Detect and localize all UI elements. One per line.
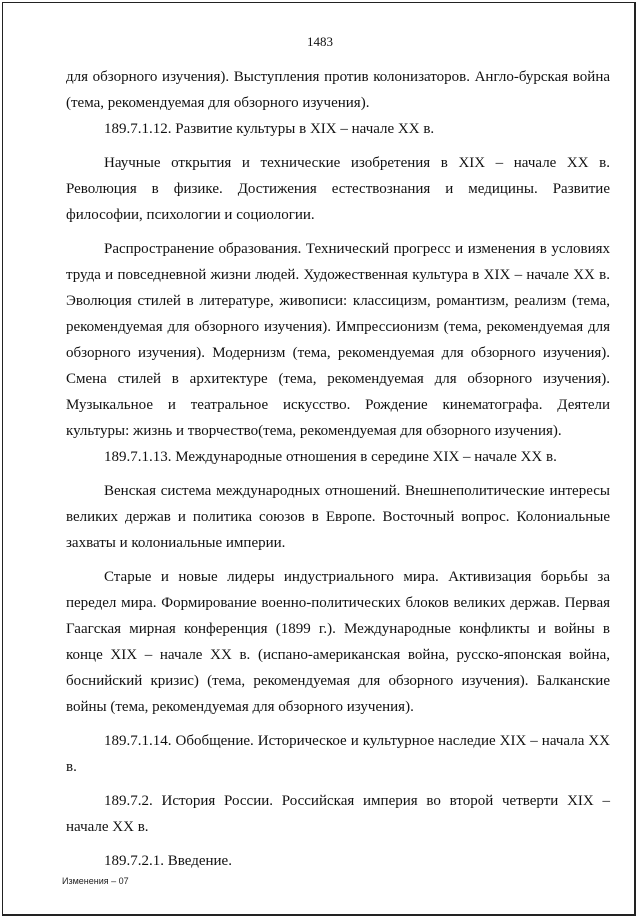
section-heading-1-13: 189.7.1.13. Международные отношения в середине XIX – начале XX в.	[104, 449, 557, 465]
footer-revision: Изменения – 07	[62, 876, 129, 886]
section-heading-7-2-1: 189.7.2.1. Введение.	[104, 853, 232, 869]
paragraph-education-culture: Распространение образования. Технический прогресс и изменения в условиях труда и повседневной жизни людей. Художественная культура в XIX – начале XX в. Эволюция стилей в литературе, живописи: классицизм, романтизм, реализм (тема, рекомендуемая для обзорного изучения). Импрессионизм (тема, рекомендуемая для обзорного изучения). Модернизм (тема, рекомендуемая для обзорного изучения). Смена стилей в архитектуре (тема, рекомендуемая для обзорного изучения). Музыкальное и театральное искусство. Рождение кинематографа. Деятели культуры: жизнь и творчество(тема, рекомендуемая для обзорного изучения).	[66, 241, 610, 439]
document-body	[66, 64, 610, 874]
paragraph-industrial-leaders: Старые и новые лидеры индустриального мира. Активизация борьбы за передел мира. Формирование военно-политических блоков великих держав. Первая Гаагская мирная конференция (1899 г.). Международные конфликты и войны в конце XIX – начале XX в. (испано-американская война, русско-японская война, боснийский кризис) (тема, рекомендуемая для обзорного изучения). Балканские войны (тема, рекомендуемая для обзорного изучения).	[66, 569, 610, 715]
paragraph-vienna-system: Венская система международных отношений. Внешнеполитические интересы великих держав и политика союзов в Европе. Восточный вопрос. Колониальные захваты и колониальные империи.	[66, 483, 610, 551]
page-number: 1483	[307, 34, 333, 49]
paragraph-continuation: для обзорного изучения). Выступления против колонизаторов. Англо-бурская война (тема, рекомендуемая для обзорного изучения).	[66, 69, 610, 111]
section-heading-1-14: 189.7.1.14. Обобщение. Историческое и культурное наследие XIX – начала XX в.	[66, 733, 610, 775]
section-heading-7-2: 189.7.2. История России. Российская империя во второй четверти XIX – начале XX в.	[66, 793, 610, 835]
paragraph-science: Научные открытия и технические изобретения в XIX – начале XX в. Революция в физике. Достижения естествознания и медицины. Развитие философии, психологии и социологии.	[66, 155, 610, 223]
section-heading-1-12: 189.7.1.12. Развитие культуры в XIX – начале XX в.	[104, 121, 435, 137]
